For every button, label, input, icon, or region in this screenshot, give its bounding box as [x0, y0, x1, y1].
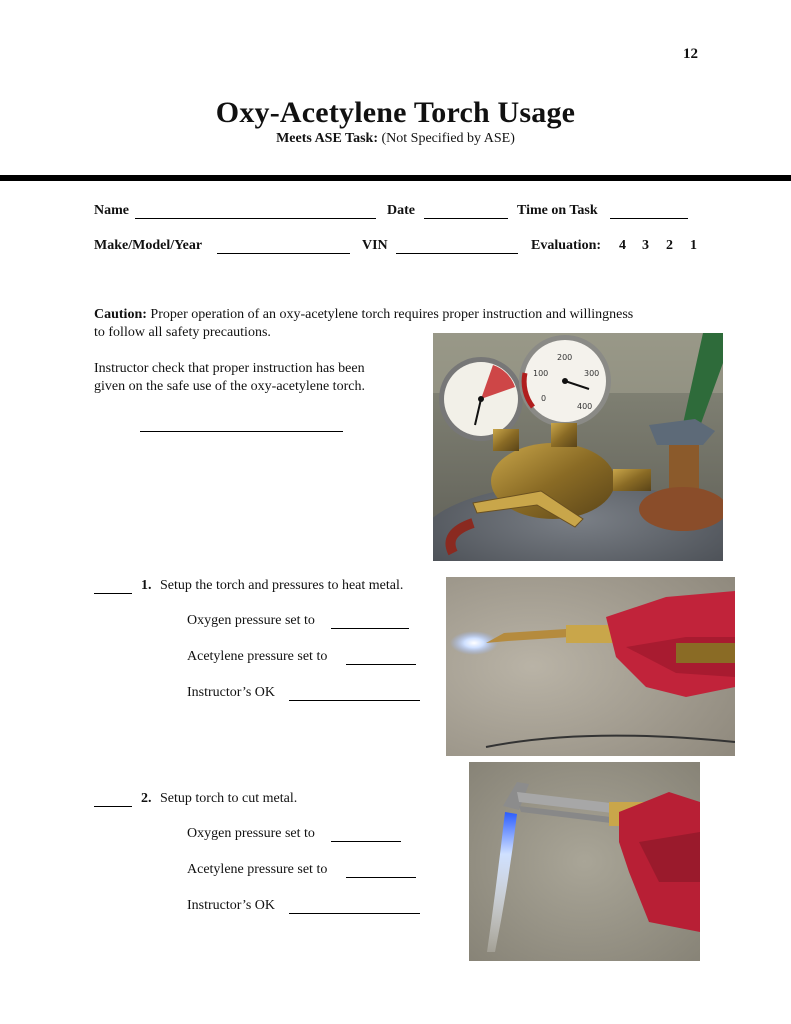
caution-label: Caution:	[94, 307, 147, 322]
gauge-label-300: 300	[584, 369, 600, 378]
vin-field[interactable]	[396, 253, 518, 254]
step-2-ok-field[interactable]	[289, 913, 420, 914]
step-1-ok-label: Instructor’s OK	[187, 685, 276, 700]
step-1-number: 1.	[141, 578, 152, 593]
step-1-ok-field[interactable]	[289, 700, 420, 701]
subtitle-value: (Not Specified by ASE)	[381, 131, 515, 146]
date-field[interactable]	[424, 218, 508, 219]
step-2-acetylene-field[interactable]	[346, 877, 416, 878]
step-2-acetylene-label: Acetylene pressure set to	[187, 862, 328, 877]
step-1-oxygen-label: Oxygen pressure set to	[187, 613, 315, 628]
score-1[interactable]: 1	[690, 238, 697, 253]
page-number: 12	[683, 46, 698, 62]
step-2-number: 2.	[141, 791, 152, 806]
step-1-checkbox-line[interactable]	[94, 593, 132, 594]
caution-text-1: Proper operation of an oxy-acetylene torch requires proper instruction and willingness	[150, 307, 634, 322]
page-title: Oxy-Acetylene Torch Usage	[215, 96, 576, 129]
step-2-checkbox-line[interactable]	[94, 806, 132, 807]
step-1-acetylene-label: Acetylene pressure set to	[187, 649, 328, 664]
heating-torch-photo	[446, 577, 735, 756]
subtitle-label: Meets ASE Task:	[276, 131, 379, 146]
step-2-oxygen-field[interactable]	[331, 841, 401, 842]
caution-line-1	[94, 307, 714, 323]
instructor-check-line-2: given on the safe use of the oxy-acetylene torch.	[94, 379, 365, 394]
time-on-task-label: Time on Task	[517, 203, 598, 218]
gauge-label-100: 100	[533, 369, 549, 378]
step-1-title: Setup the torch and pressures to heat metal.	[160, 578, 404, 593]
step-1-oxygen-field[interactable]	[331, 628, 409, 629]
gauge-label-400: 400	[577, 402, 593, 411]
name-field[interactable]	[135, 218, 376, 219]
date-label: Date	[387, 203, 415, 218]
regulator-gauges-photo	[433, 333, 723, 561]
evaluation-label: Evaluation:	[531, 238, 602, 253]
score-2[interactable]: 2	[666, 238, 673, 253]
make-model-year-label: Make/Model/Year	[94, 238, 203, 253]
make-model-year-field[interactable]	[217, 253, 350, 254]
gauge-label-0: 0	[541, 394, 547, 403]
name-label: Name	[94, 203, 129, 218]
caution-text-2: to follow all safety precautions.	[94, 325, 271, 340]
vin-label: VIN	[362, 238, 388, 253]
header-divider	[0, 175, 791, 181]
score-4[interactable]: 4	[619, 238, 626, 253]
instructor-check-line-1: Instructor check that proper instruction has been	[94, 361, 365, 376]
gauge-label-200: 200	[557, 353, 573, 362]
step-2-title: Setup torch to cut metal.	[160, 791, 298, 806]
instructor-signature-field[interactable]	[140, 431, 343, 432]
time-on-task-field[interactable]	[610, 218, 688, 219]
page-subtitle	[0, 131, 791, 147]
cutting-torch-photo	[469, 762, 700, 961]
score-3[interactable]: 3	[642, 238, 649, 253]
step-2-oxygen-label: Oxygen pressure set to	[187, 826, 315, 841]
step-2-ok-label: Instructor’s OK	[187, 898, 276, 913]
step-1-acetylene-field[interactable]	[346, 664, 416, 665]
